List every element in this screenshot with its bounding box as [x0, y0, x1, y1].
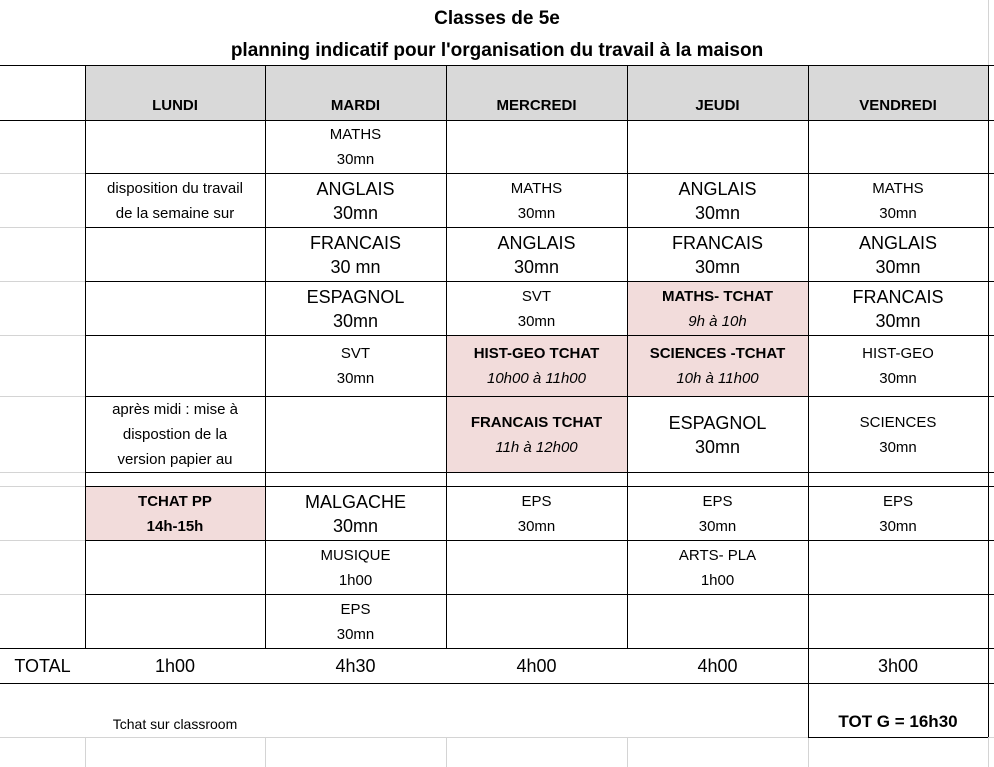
- day-header-vendredi: VENDREDI: [808, 65, 988, 120]
- slot-time: 30mn: [694, 202, 741, 223]
- slot-mardi-maths: [265, 121, 446, 173]
- slot-subject: EPS: [702, 492, 733, 510]
- slot-jeudi-francais: [627, 228, 808, 281]
- tchat-classroom-note: Tchat sur classroom: [112, 716, 238, 732]
- slot-subject: FRANCAIS: [852, 286, 944, 307]
- slot-mardi-espagnol: [265, 282, 446, 335]
- slot-time: 30mn: [879, 438, 917, 456]
- slot-mercredi-histgeo-tchat: [446, 336, 627, 396]
- slot-time: 30mn: [698, 517, 737, 535]
- slot-time: 30mn: [332, 202, 379, 223]
- slot-subject: MATHS: [510, 179, 563, 197]
- total-lundi: 1h00: [154, 655, 196, 676]
- slot-time: 14h-15h: [146, 517, 204, 535]
- slot-subject: FRANCAIS TCHAT: [470, 413, 603, 431]
- total-vendredi: 3h00: [877, 655, 919, 676]
- slot-time: 10h à 11h00: [676, 370, 759, 387]
- slot-subject: EPS: [882, 492, 913, 510]
- slot-subject: ARTS- PLA: [678, 546, 757, 564]
- note-line: version papier au: [117, 451, 233, 468]
- slot-subject: MATHS: [329, 126, 382, 143]
- slot-subject: SCIENCES -TCHAT: [649, 345, 786, 362]
- slot-subject: ESPAGNOL: [668, 412, 767, 433]
- slot-time: 30mn: [336, 151, 375, 168]
- slot-vendredi-maths: [808, 174, 988, 227]
- slot-mercredi-francais-tchat: [446, 397, 627, 472]
- note-line: de la semaine sur: [115, 204, 235, 222]
- day-header-jeudi: JEUDI: [627, 65, 808, 120]
- slot-mardi-svt: [265, 336, 446, 396]
- slot-subject: ANGLAIS: [858, 232, 938, 253]
- slot-mardi-anglais: [265, 174, 446, 227]
- slot-time: 30mn: [517, 312, 556, 330]
- slot-subject: ESPAGNOL: [306, 286, 405, 307]
- slot-jeudi-sciences-tchat: [627, 336, 808, 396]
- slot-time: 30mn: [513, 256, 560, 277]
- note-line: dispostion de la: [122, 426, 228, 443]
- slot-time: 1h00: [338, 571, 373, 589]
- slot-mercredi-svt: [446, 282, 627, 335]
- slot-subject: SVT: [521, 287, 552, 305]
- slot-jeudi-maths-tchat: [627, 282, 808, 335]
- slot-lundi-tchat-pp: [85, 487, 265, 540]
- total-mardi: 4h30: [335, 655, 376, 676]
- total-label: TOTAL: [14, 655, 71, 676]
- lundi-note-2: [85, 397, 265, 472]
- slot-time: 30mn: [875, 256, 921, 277]
- slot-subject: MALGACHE: [304, 491, 407, 512]
- slot-time: 11h à 12h00: [495, 438, 578, 456]
- slot-subject: ANGLAIS: [316, 178, 395, 199]
- slot-subject: ANGLAIS: [678, 178, 757, 199]
- slot-mardi-eps: [265, 595, 446, 648]
- slot-mardi-musique: [265, 541, 446, 594]
- slot-vendredi-eps: [808, 487, 988, 540]
- slot-subject: ANGLAIS: [497, 232, 576, 253]
- slot-time: 30mn: [332, 515, 379, 536]
- slot-vendredi-sciences: [808, 397, 988, 472]
- sheet-title: Classes de 5e: [434, 8, 560, 29]
- slot-mardi-malgache: [265, 487, 446, 540]
- grand-total: TOT G = 16h30: [838, 712, 958, 731]
- slot-vendredi-histgeo: [808, 336, 988, 396]
- total-jeudi: 4h00: [697, 655, 738, 676]
- slot-subject: SCIENCES: [859, 413, 937, 431]
- slot-time: 30mn: [336, 370, 375, 387]
- slot-subject: TCHAT PP: [138, 492, 212, 510]
- slot-subject: MATHS- TCHAT: [661, 287, 774, 305]
- slot-subject: FRANCAIS: [309, 232, 401, 253]
- slot-time: 30mn: [694, 256, 741, 277]
- slot-subject: SVT: [340, 345, 371, 362]
- slot-jeudi-espagnol: [627, 397, 808, 472]
- slot-time: 30mn: [879, 517, 917, 535]
- slot-time: 30mn: [332, 310, 379, 331]
- slot-time: 1h00: [700, 571, 735, 589]
- day-header-mercredi: MERCREDI: [446, 65, 627, 120]
- slot-jeudi-anglais: [627, 174, 808, 227]
- slot-time: 30mn: [875, 310, 921, 331]
- slot-vendredi-anglais: [808, 228, 988, 281]
- slot-vendredi-francais: [808, 282, 988, 335]
- slot-time: 30mn: [879, 370, 917, 387]
- slot-time: 9h à 10h: [688, 312, 747, 330]
- slot-time: 30mn: [336, 625, 375, 643]
- slot-subject: HIST-GEO TCHAT: [473, 345, 600, 362]
- total-mercredi: 4h00: [516, 655, 557, 676]
- note-line: disposition du travail: [107, 179, 243, 197]
- day-header-mardi: MARDI: [265, 65, 446, 120]
- slot-time: 30 mn: [330, 256, 381, 277]
- day-header-lundi: LUNDI: [85, 65, 265, 120]
- slot-time: 30mn: [694, 436, 741, 457]
- sheet-subtitle: planning indicatif pour l'organisation du travail à la maison: [230, 40, 764, 61]
- slot-mercredi-anglais: [446, 228, 627, 281]
- slot-mardi-francais: [265, 228, 446, 281]
- slot-subject: MUSIQUE: [320, 546, 391, 564]
- slot-jeudi-arts-pla: [627, 541, 808, 594]
- slot-mercredi-maths: [446, 174, 627, 227]
- slot-time: 30mn: [517, 517, 556, 535]
- slot-jeudi-eps: [627, 487, 808, 540]
- lundi-note-1: [85, 174, 265, 227]
- slot-subject: EPS: [340, 600, 371, 618]
- slot-subject: MATHS: [872, 179, 924, 197]
- slot-mercredi-eps: [446, 487, 627, 540]
- slot-time: 30mn: [879, 204, 917, 222]
- slot-subject: HIST-GEO: [862, 345, 934, 362]
- slot-subject: FRANCAIS: [671, 232, 763, 253]
- note-line: après midi : mise à: [112, 401, 238, 418]
- slot-subject: EPS: [521, 492, 552, 510]
- slot-time: 10h00 à 11h00: [487, 370, 586, 387]
- slot-time: 30mn: [517, 204, 556, 222]
